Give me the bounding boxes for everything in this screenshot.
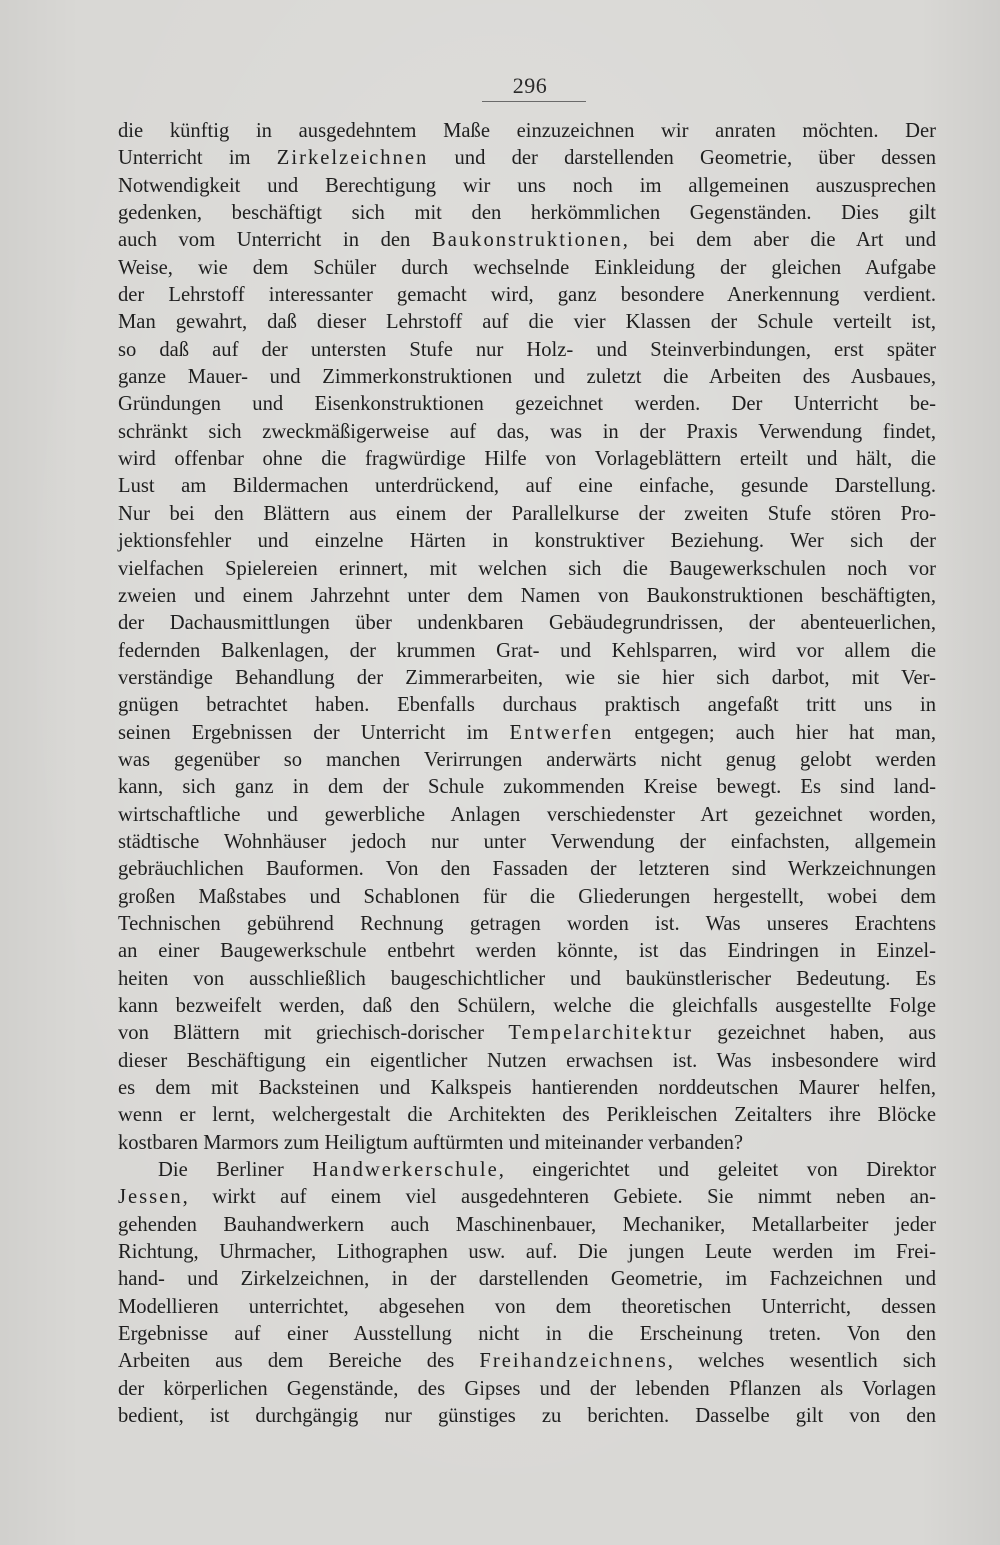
text-run: dieser Beschäftigung ein eigentlicher Nutzen erwachsen ist. Was insbesondere wird <box>118 1049 936 1072</box>
text-line <box>118 1239 936 1266</box>
text-line <box>118 610 936 637</box>
text-run: der Lehrstoff interessanter gemacht wird, ganz besondere Anerkennung verdient. <box>118 284 936 307</box>
text-run: jektionsfehler und einzelne Härten in konstruktiver Beziehung. Wer sich der <box>118 530 936 553</box>
text-run: städtische Wohnhäuser jedoch nur unter Verwendung der einfachsten, allgemein <box>118 830 936 853</box>
text-run: wird offenbar ohne die fragwürdige Hilfe von Vorlageblättern erteilt und hält, die <box>118 448 936 471</box>
spaced-term: Entwerfen <box>509 721 614 744</box>
text-line <box>118 692 936 719</box>
text-line <box>118 856 936 883</box>
text-line <box>118 911 936 938</box>
text-line <box>118 720 936 747</box>
text-run: heiten von ausschließlich baugeschichtlicher und baukünstlerischer Bedeutung. Es <box>118 967 936 990</box>
text-line <box>118 419 936 446</box>
text-run: Nur bei den Blättern aus einem der Parallelkurse der zweiten Stufe stören Pro- <box>118 502 936 525</box>
text-run: kostbaren Marmors zum Heiligtum auftürmten und miteinander verbanden? <box>118 1131 744 1154</box>
text-run: vielfachen Spielereien erinnert, mit welchen sich die Baugewerkschulen noch vor <box>118 557 936 580</box>
text-run: gezeichnet haben, aus <box>693 1022 936 1045</box>
text-run: Lust am Bildermachen unterdrückend, auf eine einfache, gesunde Darstellung. <box>118 475 936 498</box>
text-run: der Dachausmittlungen über undenkbaren Gebäudegrundrissen, der abenteuerlichen, <box>118 612 936 635</box>
text-run: Ergebnisse auf einer Ausstellung nicht in die Erscheinung treten. Von den <box>118 1323 936 1346</box>
text-run: Arbeiten aus dem Bereiche des <box>118 1350 480 1373</box>
text-line <box>118 829 936 856</box>
text-line <box>118 1048 936 1075</box>
text-run: zweien und einem Jahrzehnt unter dem Namen von Baukonstruktionen beschäftigten, <box>118 584 936 607</box>
text-run: was gegenüber so manchen Verirrungen anderwärts nicht genug gelobt werden <box>118 748 936 771</box>
text-line <box>118 309 936 336</box>
text-line <box>118 446 936 473</box>
text-line <box>118 884 936 911</box>
spaced-term: Handwerkerschule <box>312 1159 499 1182</box>
text-run: ganze Mauer- und Zimmerkonstruktionen und zuletzt die Arbeiten des Ausbaues, <box>118 366 936 389</box>
text-run: so daß auf der untersten Stufe nur Holz- und Steinverbindungen, erst später <box>118 338 936 361</box>
text-run: wirtschaftliche und gewerbliche Anlagen verschiedenster Art gezeichnet worden, <box>118 803 936 826</box>
text-run: gnügen betrachtet haben. Ebenfalls durchaus praktisch angefaßt tritt uns in <box>118 694 936 717</box>
text-run: Notwendigkeit und Berechtigung wir uns noch im allgemeinen auszusprechen <box>118 174 936 197</box>
text-line <box>118 118 936 145</box>
text-line <box>118 802 936 829</box>
text-line <box>118 227 936 254</box>
text-line <box>118 255 936 282</box>
text-line <box>118 665 936 692</box>
text-line <box>118 1348 936 1375</box>
text-run: gebräuchlichen Bauformen. Von den Fassaden der letzteren sind Werkzeichnungen <box>118 858 936 881</box>
text-line <box>118 1075 936 1102</box>
text-line <box>118 145 936 172</box>
text-line <box>118 173 936 200</box>
text-run: Unterricht im <box>118 147 277 170</box>
text-line <box>118 1212 936 1239</box>
text-run: wenn er lernt, welchergestalt die Architekten des Perikleischen Zeitalters ihre Blöcke <box>118 1104 936 1127</box>
text-run: großen Maßstabes und Schablonen für die Gliederungen hergestellt, wobei dem <box>118 885 936 908</box>
text-run: Modellieren unterrichtet, abgesehen von dem theoretischen Unterricht, dessen <box>118 1295 936 1318</box>
text-run: gehenden Bauhandwerkern auch Maschinenbauer, Mechaniker, Metallarbeiter jeder <box>118 1213 936 1236</box>
text-run: auch vom Unterricht in den <box>118 229 432 252</box>
text-line <box>118 1130 936 1157</box>
text-run: Weise, wie dem Schüler durch wechselnde Einkleidung der gleichen Aufgabe <box>118 256 936 279</box>
text-run: , bei dem aber die Art und <box>622 229 936 252</box>
text-run: schränkt sich zweckmäßigerweise auf das, was in der Praxis Verwendung findet, <box>118 420 936 443</box>
spaced-term: Jessen <box>118 1186 183 1209</box>
text-line <box>118 391 936 418</box>
text-line <box>118 364 936 391</box>
text-run: seinen Ergebnissen der Unterricht im <box>118 721 510 744</box>
text-line <box>118 1403 936 1430</box>
spaced-term: Tempelarchitektur <box>508 1022 694 1045</box>
spaced-term: Baukonstruktionen <box>431 229 623 252</box>
spaced-term: Zirkelzeichnen <box>276 147 429 170</box>
body-text <box>118 118 936 1431</box>
text-line <box>118 747 936 774</box>
text-run: kann, sich ganz in dem der Schule zukommenden Kreise bewegt. Es sind land- <box>118 776 936 799</box>
text-run: Technischen gebührend Rechnung getragen worden ist. Was unseres Erachtens <box>118 912 936 935</box>
text-run: , welches wesentlich sich <box>667 1350 936 1373</box>
text-line <box>118 528 936 555</box>
text-line <box>118 282 936 309</box>
text-run: von Blättern mit griechisch-dorischer <box>118 1022 509 1045</box>
text-run: gedenken, beschäftigt sich mit den herkömmlichen Gegenständen. Dies gilt <box>118 202 936 225</box>
text-line <box>118 1376 936 1403</box>
text-line <box>118 583 936 610</box>
text-line <box>118 938 936 965</box>
text-line <box>118 1294 936 1321</box>
text-line <box>118 1321 936 1348</box>
text-run: Man gewahrt, daß dieser Lehrstoff auf die vier Klassen der Schule verteilt ist, <box>118 311 936 334</box>
text-run: kann bezweifelt werden, daß den Schülern, welche die gleichfalls ausgestellte Folge <box>118 995 936 1017</box>
text-line <box>118 473 936 500</box>
text-run: bedient, ist durchgängig nur günstiges zu berichten. Dasselbe gilt von den <box>118 1405 936 1428</box>
text-run: , eingerichtet und geleitet von Direktor <box>498 1159 936 1182</box>
text-run: Richtung, Uhrmacher, Lithographen usw. auf. Die jungen Leute werden im Frei- <box>118 1241 936 1264</box>
text-line <box>118 993 936 1020</box>
text-line <box>118 1102 936 1129</box>
text-run: , wirkt auf einem viel ausgedehnteren Gebiete. Sie nimmt neben an- <box>182 1186 936 1209</box>
text-run: an einer Baugewerkschule entbehrt werden könnte, ist das Eindringen in Einzel- <box>118 940 936 963</box>
text-line <box>118 1266 936 1293</box>
text-run: Gründungen und Eisenkonstruktionen gezeichnet werden. Der Unterricht be- <box>118 393 936 416</box>
text-line <box>118 200 936 227</box>
text-line <box>118 638 936 665</box>
text-run: es dem mit Backsteinen und Kalkspeis hantierenden norddeutschen Maurer helfen, <box>118 1077 936 1100</box>
text-line <box>118 556 936 583</box>
text-run: und der darstellenden Geometrie, über dessen <box>428 147 937 170</box>
text-line <box>118 501 936 528</box>
text-line <box>118 1157 936 1184</box>
text-line <box>118 1020 936 1047</box>
text-run: der körperlichen Gegenstände, des Gipses und der lebenden Pflanzen als Vorlagen <box>118 1377 936 1400</box>
page-number: 296 <box>512 73 548 98</box>
text-line <box>118 966 936 993</box>
spaced-term: Freihandzeichnens <box>479 1350 668 1373</box>
header-rule <box>482 101 586 102</box>
text-run: Die Berliner <box>158 1159 313 1182</box>
text-line <box>118 337 936 364</box>
text-run: verständige Behandlung der Zimmerarbeiten, wie sie hier sich darbot, mit Ver- <box>118 666 936 689</box>
text-line <box>118 774 936 801</box>
text-line <box>118 1184 936 1211</box>
text-run: die künftig in ausgedehntem Maße einzuzeichnen wir anraten möchten. Der <box>118 120 936 142</box>
text-run: federnden Balkenlagen, der krummen Grat- und Kehlsparren, wird vor allem die <box>118 639 936 662</box>
text-run: entgegen; auch hier hat man, <box>613 721 936 744</box>
text-run: hand- und Zirkelzeichnen, in der darstellenden Geometrie, im Fachzeichnen und <box>118 1268 936 1291</box>
